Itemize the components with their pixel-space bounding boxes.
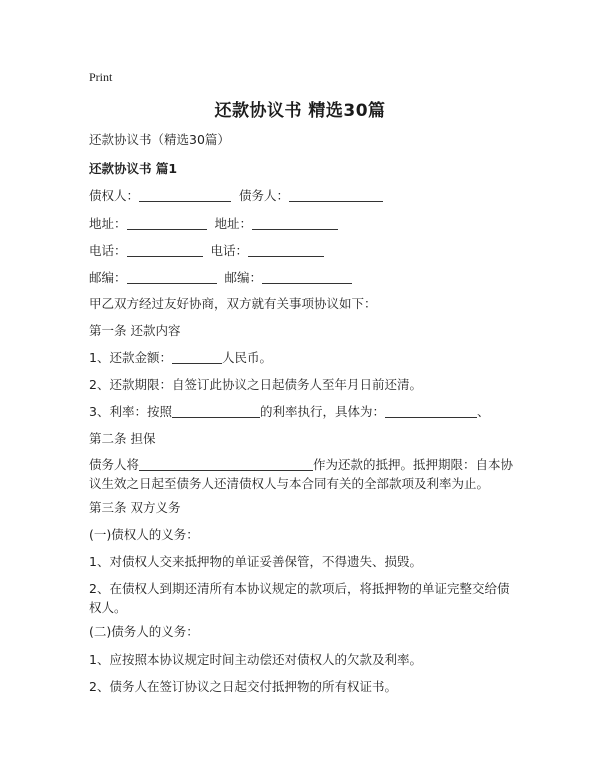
phone-row: [89, 241, 324, 261]
debtor-label: 债务人：: [239, 188, 290, 203]
guarantee-paragraph: [89, 455, 521, 493]
item3-middle: 的利率执行，具体为：: [259, 404, 385, 419]
debtor-duty-1: 1、应按照本协议规定时间主动偿还对债权人的欠款及利率。: [89, 652, 422, 667]
phone-blank: [127, 242, 203, 257]
intro-paragraph: 甲乙双方经过友好协商，双方就有关事项协议如下：: [89, 296, 377, 311]
address-row: [89, 214, 338, 234]
item1-suffix: 人民币。: [221, 350, 272, 365]
address-label-2: 地址：: [214, 216, 253, 231]
collateral-blank: [139, 456, 313, 471]
article1-title: 第一条 还款内容: [89, 323, 181, 338]
print-label[interactable]: Print: [89, 70, 113, 84]
postcode-blank: [127, 269, 217, 284]
debtor-blank: [289, 187, 383, 202]
phone-blank-2: [248, 242, 324, 257]
address-blank-2: [252, 215, 338, 230]
item3-prefix: 3、利率：按照: [89, 404, 172, 419]
rate-detail-blank: [385, 403, 477, 418]
item1-prefix: 1、还款金额：: [89, 350, 172, 365]
item3-suffix: 、: [476, 404, 490, 419]
address-label: 地址：: [89, 216, 127, 231]
creditor-debtor-row: [89, 186, 383, 206]
postcode-blank-2: [262, 269, 352, 284]
article2-title: 第二条 担保: [89, 431, 156, 446]
section-heading: 还款协议书 篇1: [89, 161, 178, 176]
guarantee-prefix: 债务人将: [89, 457, 140, 472]
amount-blank: [172, 349, 222, 364]
phone-label: 电话：: [89, 243, 127, 258]
postcode-label: 邮编：: [89, 270, 127, 285]
postcode-row: [89, 268, 352, 288]
article3-title: 第三条 双方义务: [89, 500, 181, 515]
debtor-duty-2: 2、债务人在签订协议之日起交付抵押物的所有权证书。: [89, 679, 397, 694]
address-blank: [127, 215, 207, 230]
item2-row: 2、还款期限：自签订此协议之日起债务人至年月日前还清。: [89, 377, 422, 392]
creditor-label: 债权人：: [89, 188, 140, 203]
creditor-blank: [139, 187, 231, 202]
rate-basis-blank: [172, 403, 260, 418]
page-title: 还款协议书 精选30篇: [214, 101, 386, 121]
guarantee-suffix: 作为还款的抵押。抵押期限：自本协议生效之日起至债务人还清债权人与本合同有关的全部款项及利率为止。: [89, 457, 514, 491]
creditor-duty-1: 1、对债权人交来抵押物的单证妥善保管，不得遗失、损毁。: [89, 554, 422, 569]
creditor-duty-2: 2、在债权人到期还清所有本协议规定的款项后，将抵押物的单证完整交给债权人。: [89, 581, 510, 615]
subtitle: 还款协议书（精选30篇）: [89, 132, 230, 147]
item1-row: [89, 348, 272, 368]
debtor-duties-title: (二)债务人的义务：: [89, 624, 199, 639]
phone-label-2: 电话：: [210, 243, 249, 258]
postcode-label-2: 邮编：: [224, 270, 263, 285]
item3-row: [89, 402, 490, 422]
creditor-duties-title: (一)债权人的义务：: [89, 527, 199, 542]
